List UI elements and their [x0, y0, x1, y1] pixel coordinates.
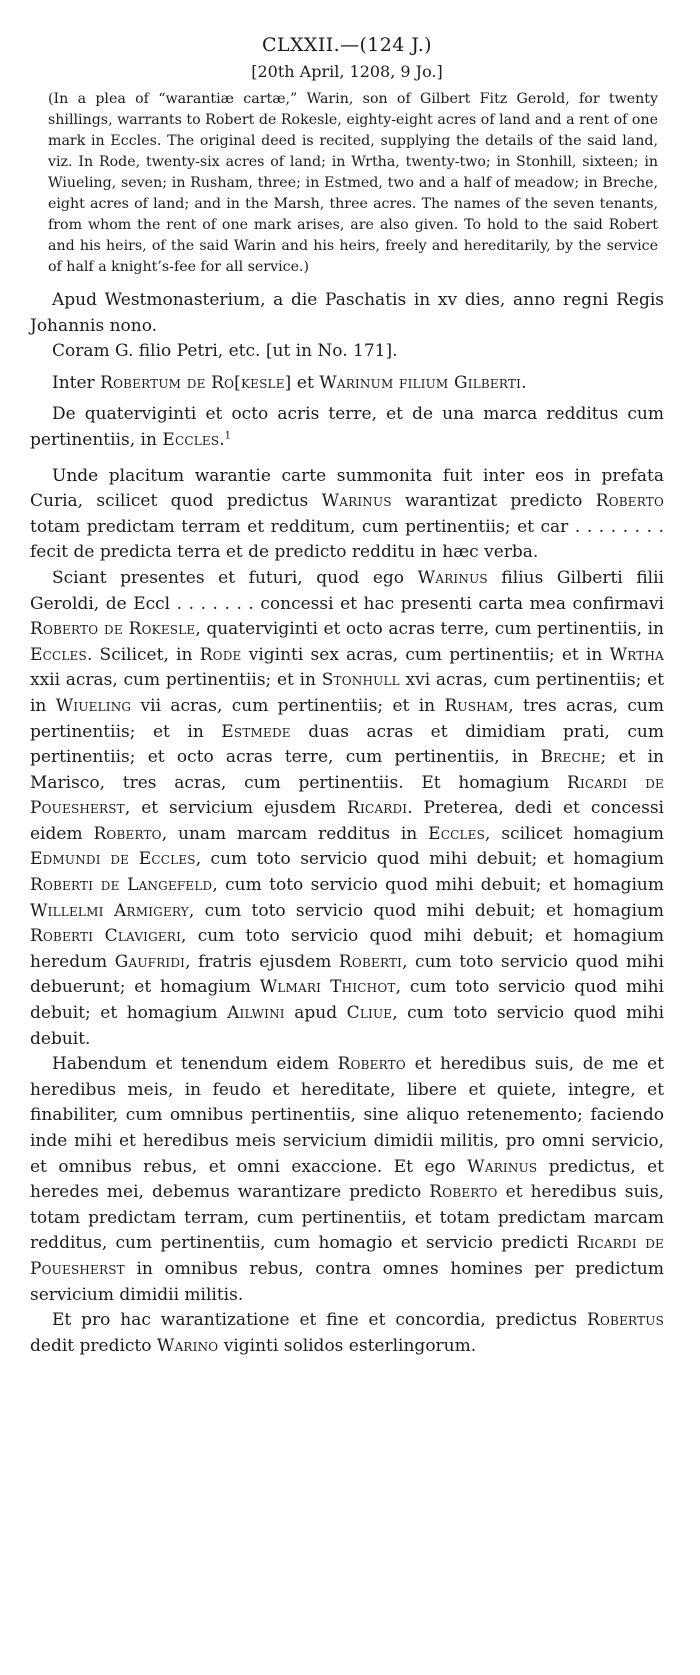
- subject-paragraph: [30, 402, 664, 453]
- person-name: Ailwini: [227, 1003, 285, 1024]
- text-run: in omnibus rebus, contra omnes homines per predictum servicium dimidii militis.: [30, 1258, 664, 1305]
- text-run: , cum toto servicio quod mihi debuit; et homagium: [195, 849, 664, 870]
- habendum-paragraph: [30, 1052, 664, 1308]
- text-run: Sciant presentes et futuri, quod ego: [52, 567, 418, 588]
- text-run: , cum toto servicio quod mihi debuit; et homagium: [30, 977, 664, 1024]
- document-title: CLXXII.—(124 J.): [262, 34, 432, 56]
- person-name: Roberti Clavigeri: [30, 926, 182, 947]
- footnote-marker: 1: [224, 430, 232, 442]
- text-run: , tres acras, cum pertinentiis; et in: [30, 695, 665, 742]
- text-run: filius Gilberti filii Geroldi, de Eccl . . . . . . . concessi et hac presenti carta mea confirmavi: [30, 567, 664, 614]
- person-name: Roberto: [429, 1182, 498, 1203]
- text-run: et: [291, 372, 320, 393]
- text-run: dedit predicto: [30, 1335, 157, 1356]
- text-run: ; et in Marisco, tres acras, cum pertinentiis. Et homagium: [30, 747, 664, 793]
- text-run: et heredibus suis, totam predictam terram, cum pertinentiis, et totam predictam marcam redditus, cum pertinentiis, cum homagio et servicio predicti: [30, 1182, 664, 1254]
- text-run: xvi acras, cum pertinentiis; et in: [30, 670, 664, 716]
- place-name: Rode: [199, 644, 242, 665]
- place-name: Rusham: [444, 695, 509, 716]
- text-run: , et servicium ejusdem: [124, 798, 348, 819]
- text-run: , fratris ejusdem: [185, 951, 339, 972]
- text-run: , unam marcam redditus in: [161, 823, 429, 844]
- person-name: Roberto: [93, 823, 162, 844]
- text-run: totam predictam terram et redditum, cum pertinentiis; et car . . . . . . . . fecit de predicta terra et de predicto redditu in hæc verba.: [30, 516, 664, 563]
- place-date-paragraph: Apud Westmonasterium, a die Paschatis in xv dies, anno regni Regis Johannis nono.: [30, 290, 664, 336]
- text-run: apud: [284, 1003, 347, 1024]
- text-run: vii acras, cum pertinentiis; et in: [131, 695, 445, 716]
- person-name: Roberto de Rokesle: [30, 619, 196, 640]
- person-name: Gaufridi: [114, 951, 186, 972]
- text-run: Et pro hac warantizatione et fine et concordia, predictus: [52, 1310, 588, 1331]
- person-name: Robertus: [587, 1310, 664, 1331]
- text-run: , cum toto servicio quod mihi debuit; et homagium heredum: [30, 926, 664, 972]
- text-run: De quaterviginti et octo acris terre, et de una marca redditus cum pertinentiis, in: [30, 404, 664, 450]
- unde-paragraph: [30, 464, 664, 566]
- text-run: , quaterviginti et octo acras terre, cum pertinentiis, in: [195, 619, 664, 640]
- coram-paragraph: Coram G. filio Petri, etc. [ut in No. 171].: [52, 341, 398, 362]
- text-run: warantizat predicto: [391, 491, 596, 512]
- place-name: Eccles: [428, 823, 486, 844]
- text-run: , cum toto servicio quod mihi debuit; et homagium: [212, 875, 664, 896]
- place-name: Eccles: [162, 429, 220, 450]
- text-run: viginti sex acras, cum pertinentiis; et in: [241, 644, 610, 665]
- text-run: duas acras et dimidiam prati, cum pertinentiis; et octo acras terre, cum pertinentiis, in: [30, 721, 664, 768]
- final-paragraph: [30, 1308, 664, 1359]
- person-name: Edmundi de Eccles: [30, 849, 196, 870]
- person-name: Ricardi de Pouesherst: [30, 772, 664, 819]
- place-name: Estmede: [221, 721, 291, 742]
- party-defendant: Warinum filium Gilberti: [319, 372, 522, 393]
- text-run: xxii acras, cum pertinentiis; et in: [30, 670, 322, 691]
- text-run: , cum toto servicio quod mihi debuerunt; et homagium: [30, 951, 664, 998]
- text-run: , scilicet homagium: [485, 823, 664, 844]
- parties-paragraph: [30, 371, 664, 397]
- text-run: , cum toto servicio quod mihi debuit.: [30, 1003, 665, 1049]
- place-name: Cliue: [346, 1003, 393, 1024]
- person-name: Roberti: [338, 951, 403, 972]
- english-summary: (In a plea of “warantiæ cartæ,” Warin, son of Gilbert Fitz Gerold, for twenty shillings, warrants to Robert de Rokesle, eighty-eight acres of land and a rent of one mark in Eccles. The original deed is recited, supplying the details of the said land, viz. In Rode, twenty-six acres of land; in Wrtha, twenty-two; in Stonhill, sixteen; in Wiueling, seven; in Rusham, three; in Estmed, two and a half of meadow; in Breche, eight acres of land; and in the Marsh, three acres. The names of the seven tenants, from whom the rent of one mark arises, are also given. To hold to the said Robert and his heirs, of the said Warin and his heirs, freely and hereditarily, by the service of half a knight’s-fee for all service.): [48, 91, 658, 275]
- text-run: , cum toto servicio quod mihi debuit; et homagium: [188, 900, 664, 921]
- person-name: Warinus: [467, 1156, 538, 1177]
- text-run: . Preterea, dedi et concessi eidem: [30, 798, 664, 844]
- place-name: Wiueling: [55, 695, 132, 716]
- text-run: . Scilicet, in: [86, 644, 200, 665]
- person-name: Willelmi Armigery: [30, 900, 189, 921]
- person-name: Warino: [156, 1335, 219, 1356]
- person-name: Roberto: [595, 491, 664, 512]
- text-run: Habendum et tenendum eidem: [52, 1054, 338, 1075]
- sciant-paragraph: [30, 566, 664, 1052]
- document-date: [20th April, 1208, 9 Jo.]: [251, 62, 443, 81]
- text-run: .: [521, 372, 527, 393]
- text-run: viginti solidos esterlingorum.: [218, 1335, 477, 1356]
- place-name: Wrtha: [609, 644, 665, 665]
- person-name: Ricardi: [347, 798, 408, 819]
- text-run: Unde placitum warantie carte summonita fuit inter eos in prefata Curia, scilicet quod predictus: [30, 465, 664, 512]
- text-run: et heredibus suis, de me et heredibus meis, in feudo et hereditate, libere et quiete, integre, et finabiliter, cum omnibus pertinentiis, sine aliquo retenemento; faciendo inde mihi et heredibus meis servicium dimidii militis, pro omni servicio, et omnibus rebus, et omni exaccione. Et ego: [30, 1054, 664, 1177]
- person-name: Warinus: [417, 567, 488, 588]
- text-run: predictus, et heredes mei, debemus warantizare predicto: [30, 1156, 664, 1203]
- person-name: Roberti de Langefeld: [30, 875, 213, 896]
- text-run: Inter: [52, 372, 101, 393]
- person-name: Wlmari Thichot: [259, 977, 396, 998]
- place-name: Eccles: [30, 644, 87, 665]
- person-name: Warinus: [321, 491, 392, 512]
- party-plaintiff: Robertum de Ro[kesle]: [100, 372, 292, 393]
- place-name: Stonhull: [321, 670, 400, 691]
- person-name: Ricardi de Pouesherst: [30, 1233, 664, 1279]
- place-name: Breche: [540, 747, 601, 768]
- person-name: Roberto: [337, 1054, 406, 1075]
- text-run: .: [219, 429, 225, 450]
